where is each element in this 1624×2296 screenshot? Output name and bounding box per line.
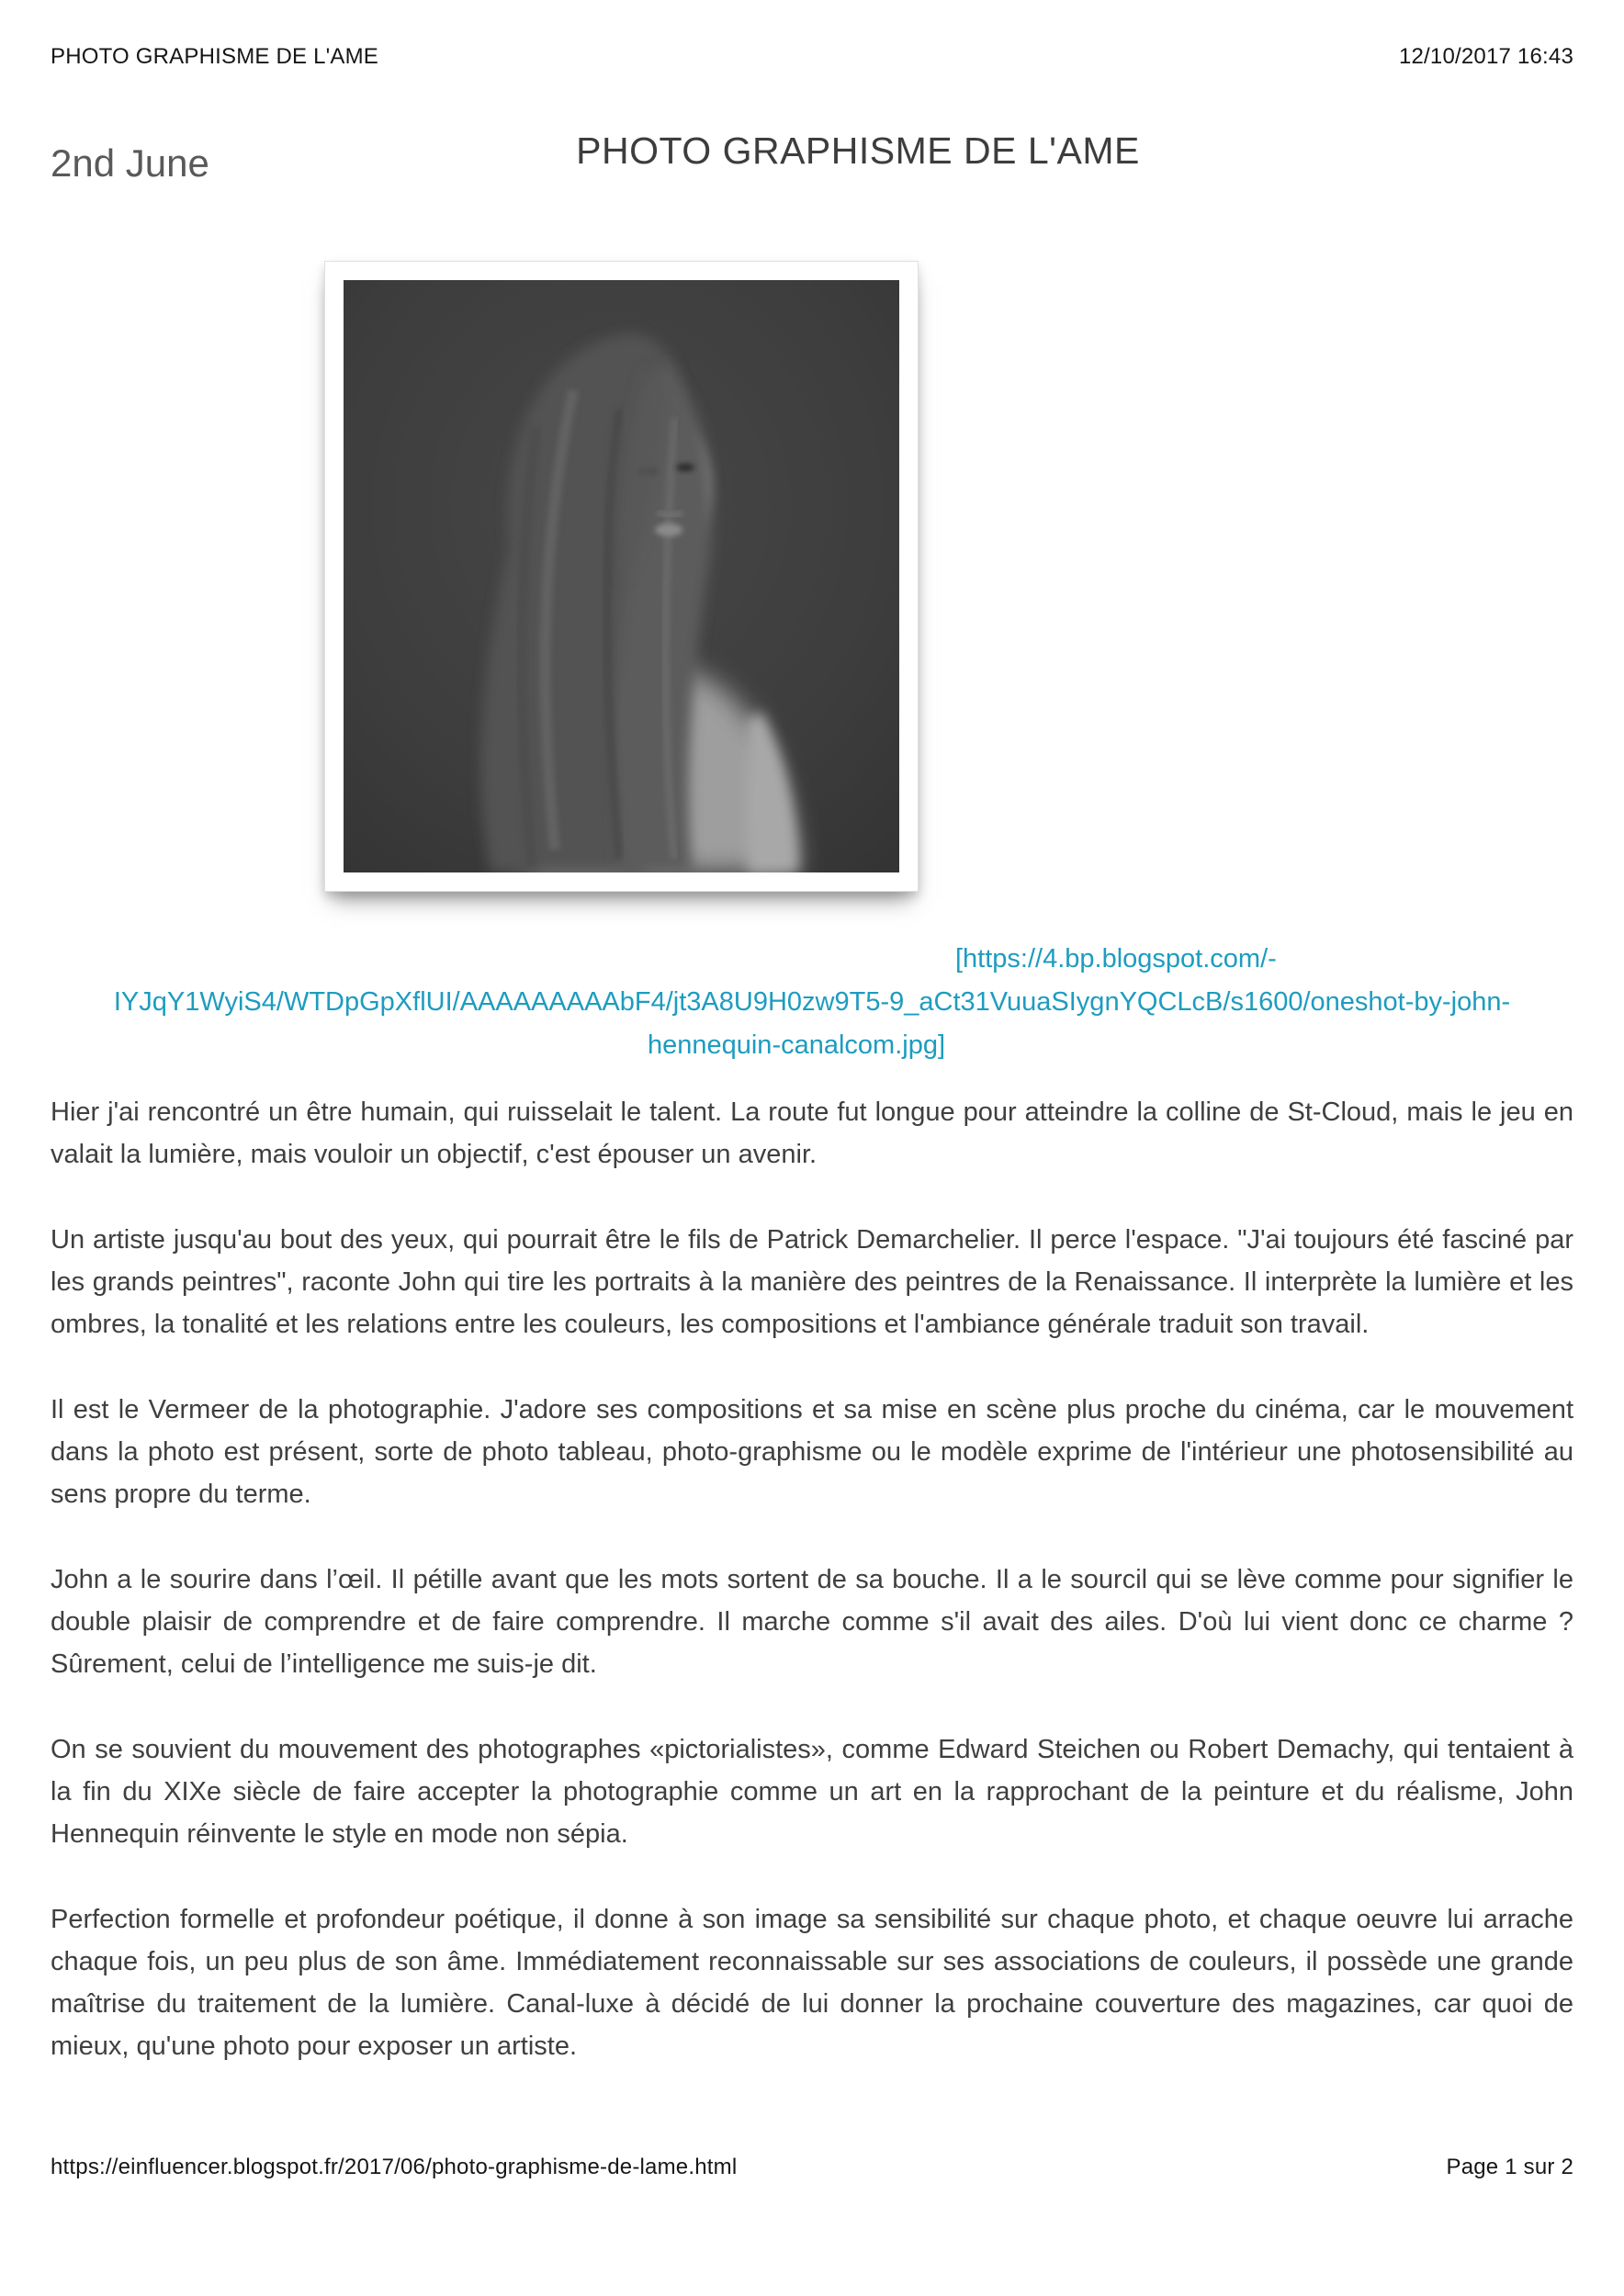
print-header bbox=[51, 44, 1573, 70]
paragraph-6: Perfection formelle et profondeur poétique, il donne à son image sa sensibilité sur chaque photo, et chaque oeuvre lui arrache chaque fois, un peu plus de son âme. Immédiatement reconnaissable sur ses associations de couleurs, il possède une grande maîtrise du traitement de la lumière. Canal-luxe à décidé de lui donner la prochaine couverture des magazines, car quoi de mieux, qu'une photo pour exposer un artiste. bbox=[51, 1905, 1573, 2061]
page-title: PHOTO GRAPHISME DE L'AME bbox=[576, 129, 1140, 172]
image-url-link-line-1[interactable]: [https://4.bp.blogspot.com/- bbox=[955, 944, 1277, 974]
footer-page-number: Page 1 sur 2 bbox=[1446, 2155, 1573, 2179]
paragraph-4: John a le sourire dans l’œil. Il pétille avant que les mots sortent de sa bouche. Il a le sourcil qui se lève comme pour signifier le double plaisir de comprendre et de faire comprendre. Il marche comme s'il avait des ailes. D'où lui vient donc ce charme ? Sûrement, celui de l’intelligence me suis-je dit. bbox=[51, 1565, 1573, 1679]
article-body bbox=[51, 1091, 1573, 2067]
post-date: 2nd June bbox=[51, 141, 209, 185]
portrait-photo bbox=[344, 280, 899, 872]
footer-source-url: https://einfluencer.blogspot.fr/2017/06/photo-graphisme-de-lame.html bbox=[51, 2155, 738, 2179]
paragraph-5: On se souvient du mouvement des photographes «pictorialistes», comme Edward Steichen ou Robert Demachy, qui tentaient à la fin du XIXe siècle de faire accepter la photographie comme un art en la rapprochant de la peinture et du réalisme, John Hennequin réinvente le style en mode non sépia. bbox=[51, 1735, 1573, 1849]
paragraph-2: Un artiste jusqu'au bout des yeux, qui pourrait être le fils de Patrick Demarchelier. Il perce l'espace. "J'ai toujours été fasciné par les grands peintres", raconte John qui tire les portraits à la manière des peintres de la Renaissance. Il interprète la lumière et les ombres, la tonalité et les relations entre les couleurs, les compositions et l'ambiance générale traduit son travail. bbox=[51, 1225, 1573, 1339]
header-document-title: PHOTO GRAPHISME DE L'AME bbox=[51, 44, 379, 69]
print-footer bbox=[51, 2155, 1573, 2180]
image-url-link-line-2[interactable]: IYJqY1WyiS4/WTDpGpXflUI/AAAAAAAAAbF4/jt3A8U9H0zw9T5-9_aCt31VuuaSIygnYQCLcB/s1600/oneshot-by-john- bbox=[113, 987, 1511, 1017]
paragraph-3: Il est le Vermeer de la photographie. J'adore ses compositions et sa mise en scène plus proche du cinéma, car le mouvement dans la photo est présent, sorte de photo tableau, photo-graphisme ou le modèle exprime de l'intérieur une photosensibilité au sens propre du terme. bbox=[51, 1395, 1573, 1509]
photo-figure bbox=[51, 261, 1573, 1067]
header-timestamp: 12/10/2017 16:43 bbox=[1398, 44, 1573, 69]
photo-frame bbox=[324, 261, 919, 892]
image-url-link-line-3[interactable]: hennequin-canalcom.jpg] bbox=[647, 1030, 946, 1060]
image-link-caption bbox=[51, 938, 1573, 1067]
paragraph-1: Hier j'ai rencontré un être humain, qui ruisselait le talent. La route fut longue pour atteindre la colline de St-Cloud, mais le jeu en valait la lumière, mais vouloir un objectif, c'est épouser un avenir. bbox=[51, 1097, 1573, 1169]
title-row bbox=[51, 129, 1573, 189]
